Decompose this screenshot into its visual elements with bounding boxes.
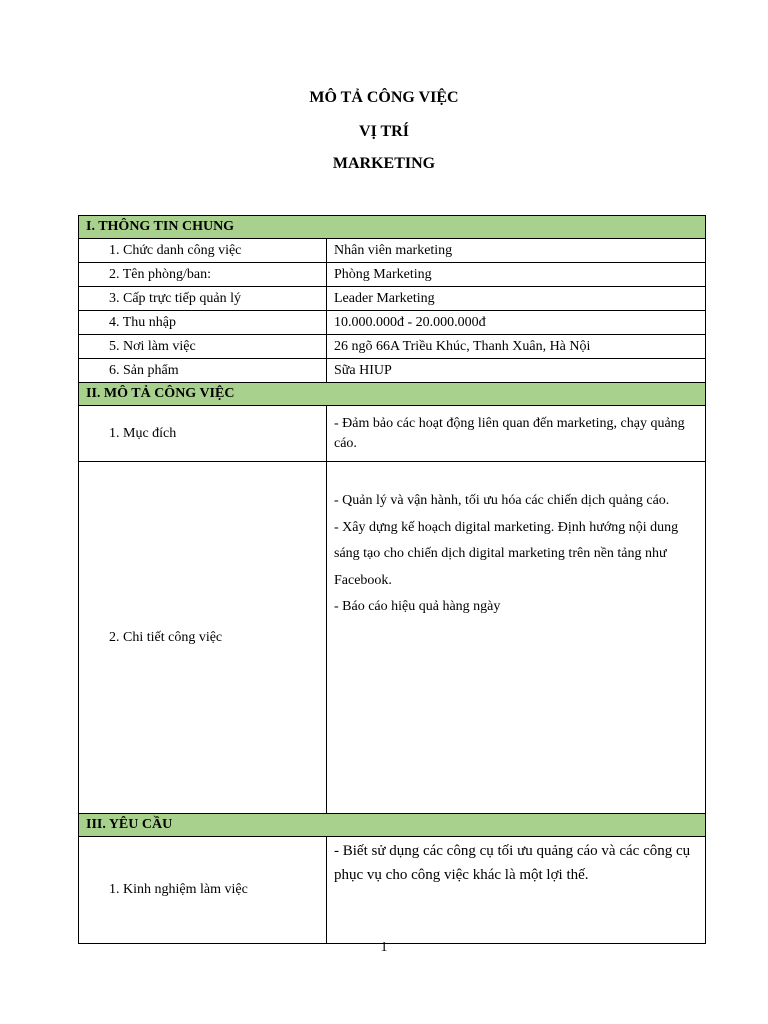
table-row <box>79 359 706 383</box>
detail-item: - Xây dựng kế hoạch digital marketing. Định hướng nội dung sáng tạo cho chiến dịch digital marketing trên nền tảng như Facebook. <box>334 519 679 588</box>
table-row <box>79 335 706 359</box>
row-value: Leader Marketing <box>327 287 706 311</box>
row-label: 6. Sản phẩm <box>79 359 327 383</box>
table-row <box>79 287 706 311</box>
row-label: 1. Chức danh công việc <box>79 239 327 263</box>
row-value: 10.000.000đ - 20.000.000đ <box>327 311 706 335</box>
row-label: 2. Tên phòng/ban: <box>79 263 327 287</box>
table-row <box>79 837 706 944</box>
table-row <box>79 406 706 462</box>
experience-label: 1. Kinh nghiệm làm việc <box>79 837 327 944</box>
purpose-label: 1. Mục đích <box>79 406 327 462</box>
row-label: 5. Nơi làm việc <box>79 335 327 359</box>
section-general-info-header <box>79 216 706 239</box>
section-heading: I. THÔNG TIN CHUNG <box>79 216 706 239</box>
position-title: MARKETING <box>332 155 436 172</box>
page-number: 1 <box>380 940 388 955</box>
row-value: Sữa HIUP <box>327 359 706 383</box>
table-row <box>79 263 706 287</box>
details-value <box>327 462 706 814</box>
experience-value: - Biết sử dụng các công cụ tối ưu quảng cáo và các công cụ phục vụ cho công việc khác là một lợi thế. <box>327 837 706 944</box>
purpose-value: - Đảm bảo các hoạt động liên quan đến marketing, chạy quảng cáo. <box>327 406 706 462</box>
row-label: 3. Cấp trực tiếp quản lý <box>79 287 327 311</box>
details-label: 2. Chi tiết công việc <box>79 462 327 814</box>
row-value: 26 ngõ 66A Triều Khúc, Thanh Xuân, Hà Nội <box>327 335 706 359</box>
job-description-table <box>78 215 706 944</box>
section-requirements-header <box>79 814 706 837</box>
row-value: Phòng Marketing <box>327 263 706 287</box>
section-job-description-header <box>79 383 706 406</box>
document-subtitle: VỊ TRÍ <box>359 123 409 140</box>
row-value: Nhân viên marketing <box>327 239 706 263</box>
table-row <box>79 239 706 263</box>
row-label: 4. Thu nhập <box>79 311 327 335</box>
table-row <box>79 462 706 814</box>
section-heading: II. MÔ TẢ CÔNG VIỆC <box>79 383 706 406</box>
document-title: MÔ TẢ CÔNG VIỆC <box>309 89 459 106</box>
section-heading: III. YÊU CẦU <box>79 814 706 837</box>
detail-item: - Quản lý và vận hành, tối ưu hóa các chiến dịch quảng cáo. <box>334 493 670 508</box>
table-row <box>79 311 706 335</box>
detail-item: - Báo cáo hiệu quả hàng ngày <box>334 599 501 614</box>
